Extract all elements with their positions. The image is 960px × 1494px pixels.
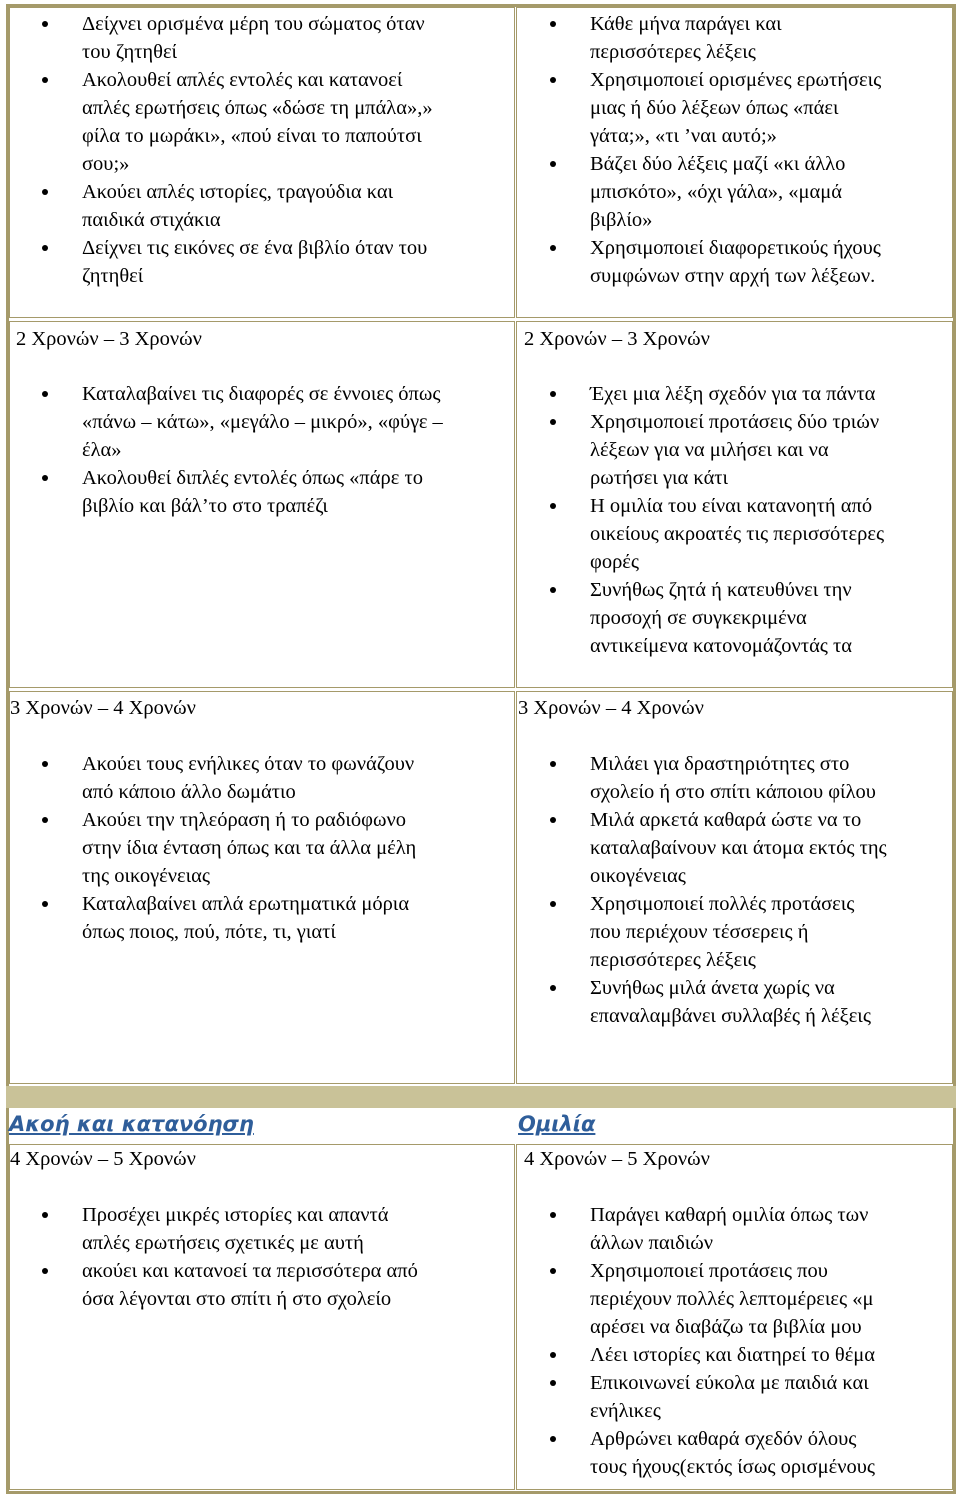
bullet-line: από κάποιο άλλο δωμάτιο	[82, 781, 296, 803]
bullet-item	[82, 380, 512, 464]
age-heading-s1-left: 2 Χρονών – 3 Χρονών	[16, 328, 202, 350]
bullet-line: Προσέχει μικρές ιστορίες και απαντά	[82, 1204, 389, 1226]
list-s1-left	[82, 380, 512, 520]
bullet-line: στην ίδια ένταση όπως και τα άλλα μέλη	[82, 837, 417, 859]
list-s1-right	[590, 380, 950, 660]
bullet-line: Λέει ιστορίες και διατηρεί το θέμα	[590, 1344, 876, 1366]
bullet-line: Παράγει καθαρή ομιλία όπως των	[590, 1204, 869, 1226]
bullet-item	[590, 234, 950, 290]
bullet-line: παιδικά στιχάκια	[82, 209, 221, 231]
bullet-line: τους ήχους(εκτός ίσως ορισμένους	[590, 1456, 875, 1478]
bullet-line: Μιλά αρκετά καθαρά ώστε να το	[590, 809, 862, 831]
bullet-line: φίλα το μωράκι», «πού είναι το παπούτσι	[82, 125, 422, 147]
bullet-line: Η ομιλία του είναι κατανοητή από	[590, 495, 873, 517]
bullet-item	[590, 1257, 950, 1341]
bullet-line: βιβλίο και βάλ’το στο τραπέζι	[82, 495, 328, 517]
bullet-line: «πάνω – κάτω», «μεγάλο – μικρό», «φύγε –	[82, 411, 443, 433]
bullet-line: περισσότερες λέξεις	[590, 41, 756, 63]
bullet-line: περιέχουν πολλές λεπτομέρειες «μ	[590, 1288, 874, 1310]
bullet-line: αντικείμενα κατονομάζοντάς τα	[590, 635, 853, 657]
bullet-line: βιβλίο»	[590, 209, 653, 231]
bullet-line: Έχει μια λέξη σχεδόν για τα πάντα	[590, 383, 876, 405]
bullet-item	[590, 974, 950, 1030]
bullet-line: οικείους ακροατές τις περισσότερες	[590, 523, 885, 545]
bullet-item	[590, 10, 950, 66]
bullet-line: της οικογένειας	[82, 865, 211, 887]
bullet-line: Κάθε μήνα παράγει και	[590, 13, 782, 35]
bullet-item	[590, 576, 950, 660]
bullet-line: σχολείο ή στο σπίτι κάποιου φίλου	[590, 781, 876, 803]
bullet-line: συμφώνων στην αρχή των λέξεων.	[590, 265, 876, 287]
bullet-line: που περιέχουν τέσσερεις ή	[590, 921, 809, 943]
bullet-line: Καταλαβαίνει τις διαφορές σε έννοιες όπως	[82, 383, 441, 405]
bullet-line: περισσότερες λέξεις	[590, 949, 756, 971]
age-heading-s2-right: 3 Χρονών – 4 Χρονών	[518, 697, 704, 719]
bullet-line: Ακούει τους ενήλικες όταν το φωνάζουν	[82, 753, 415, 775]
bullet-line: απλές ερωτήσεις όπως «δώσε τη μπάλα»,»	[82, 97, 433, 119]
bullet-line: όσα λέγονται στο σπίτι ή στο σχολείο	[82, 1288, 392, 1310]
bullet-line: Αρθρώνει καθαρά σχεδόν όλους	[590, 1428, 857, 1450]
bullet-line: προσοχή σε συγκεκριμένα	[590, 607, 807, 629]
bullet-line: γάτα;», «τι ’ναι αυτό;»	[590, 125, 777, 147]
bullet-line: Χρησιμοποιεί διαφορετικούς ήχους	[590, 237, 881, 259]
bullet-item	[82, 806, 512, 890]
bullet-item	[590, 1341, 950, 1369]
bullet-line: Χρησιμοποιεί πολλές προτάσεις	[590, 893, 855, 915]
list-s0-right	[590, 10, 950, 290]
bullet-line: ακούει και κατανοεί τα περισσότερα από	[82, 1260, 418, 1282]
category-heading-left: Ακοή και κατανόηση	[9, 1112, 254, 1136]
bullet-line: άλλων παιδιών	[590, 1232, 714, 1254]
bullet-item	[82, 1201, 512, 1257]
bullet-item	[590, 1201, 950, 1257]
bullet-line: Ακολουθεί διπλές εντολές όπως «πάρε το	[82, 467, 423, 489]
bullet-line: Καταλαβαίνει απλά ερωτηματικά μόρια	[82, 893, 410, 915]
cell-s3-left	[9, 1144, 515, 1490]
bullet-item	[590, 380, 950, 408]
list-s3-right	[590, 1201, 950, 1481]
bullet-item	[590, 1425, 950, 1481]
bullet-item	[82, 234, 512, 290]
bullet-line: Χρησιμοποιεί ορισμένες ερωτήσεις	[590, 69, 882, 91]
bullet-item	[590, 806, 950, 890]
bullet-line: Συνήθως ζητά ή κατευθύνει την	[590, 579, 852, 601]
bullet-line: οικογένειας	[590, 865, 686, 887]
list-s2-right	[590, 750, 950, 1030]
bullet-item	[590, 890, 950, 974]
bullet-line: μιας ή δύο λέξεων όπως «πάει	[590, 97, 839, 119]
bullet-line: Δείχνει τις εικόνες σε ένα βιβλίο όταν του	[82, 237, 428, 259]
age-heading-s2-left: 3 Χρονών – 4 Χρονών	[10, 697, 196, 719]
age-heading-s3-left: 4 Χρονών – 5 Χρονών	[10, 1148, 196, 1170]
list-s3-left	[82, 1201, 512, 1313]
age-heading-s3-right: 4 Χρονών – 5 Χρονών	[524, 1148, 710, 1170]
bullet-item	[82, 890, 512, 946]
bullet-item	[82, 10, 512, 66]
bullet-item	[82, 1257, 512, 1313]
bullet-item	[82, 178, 512, 234]
bullet-line: Επικοινωνεί εύκολα με παιδιά και	[590, 1372, 869, 1394]
bullet-line: ζητηθεί	[82, 265, 144, 287]
bullet-line: Ακούει απλές ιστορίες, τραγούδια και	[82, 181, 394, 203]
bullet-line: ενήλικες	[590, 1400, 661, 1422]
age-heading-s1-right: 2 Χρονών – 3 Χρονών	[524, 328, 710, 350]
bullet-item	[82, 464, 512, 520]
bullet-line: έλα»	[82, 439, 122, 461]
category-heading-right: Ομιλία	[518, 1112, 596, 1136]
list-s2-left	[82, 750, 512, 946]
bullet-line: λέξεων για να μιλήσει και να	[590, 439, 829, 461]
bullet-item	[590, 408, 950, 492]
bullet-item	[590, 492, 950, 576]
bullet-item	[82, 750, 512, 806]
bullet-item	[82, 66, 512, 178]
bullet-line: φορές	[590, 551, 640, 573]
bullet-line: Μιλάει για δραστηριότητες στο	[590, 753, 850, 775]
bullet-line: Συνήθως μιλά άνετα χωρίς να	[590, 977, 835, 999]
section-divider-band	[6, 1086, 956, 1108]
bullet-item	[590, 150, 950, 234]
bullet-line: επαναλαμβάνει συλλαβές ή λέξεις	[590, 1005, 871, 1027]
bullet-line: Βάζει δύο λέξεις μαζί «κι άλλο	[590, 153, 846, 175]
bullet-line: καταλαβαίνουν και άτομα εκτός της	[590, 837, 887, 859]
bullet-line: ρωτήσει για κάτι	[590, 467, 729, 489]
bullet-line: αρέσει να διαβάζω τα βιβλία μου	[590, 1316, 862, 1338]
bullet-line: όπως ποιος, πού, πότε, τι, γιατί	[82, 921, 336, 943]
bullet-line: Ακολουθεί απλές εντολές και κατανοεί	[82, 69, 403, 91]
bullet-line: Δείχνει ορισμένα μέρη του σώματος όταν	[82, 13, 425, 35]
bullet-item	[590, 66, 950, 150]
bullet-line: σου;»	[82, 153, 130, 175]
bullet-item	[590, 750, 950, 806]
bullet-line: Χρησιμοποιεί προτάσεις δύο τριών	[590, 411, 880, 433]
bullet-line: απλές ερωτήσεις σχετικές με αυτή	[82, 1232, 364, 1254]
bullet-line: Χρησιμοποιεί προτάσεις που	[590, 1260, 828, 1282]
bullet-line: Ακούει την τηλεόραση ή το ραδιόφωνο	[82, 809, 407, 831]
bullet-line: μπισκότο», «όχι γάλα», «μαμά	[590, 181, 842, 203]
list-s0-left	[82, 10, 512, 290]
bullet-line: του ζητηθεί	[82, 41, 178, 63]
bullet-item	[590, 1369, 950, 1425]
